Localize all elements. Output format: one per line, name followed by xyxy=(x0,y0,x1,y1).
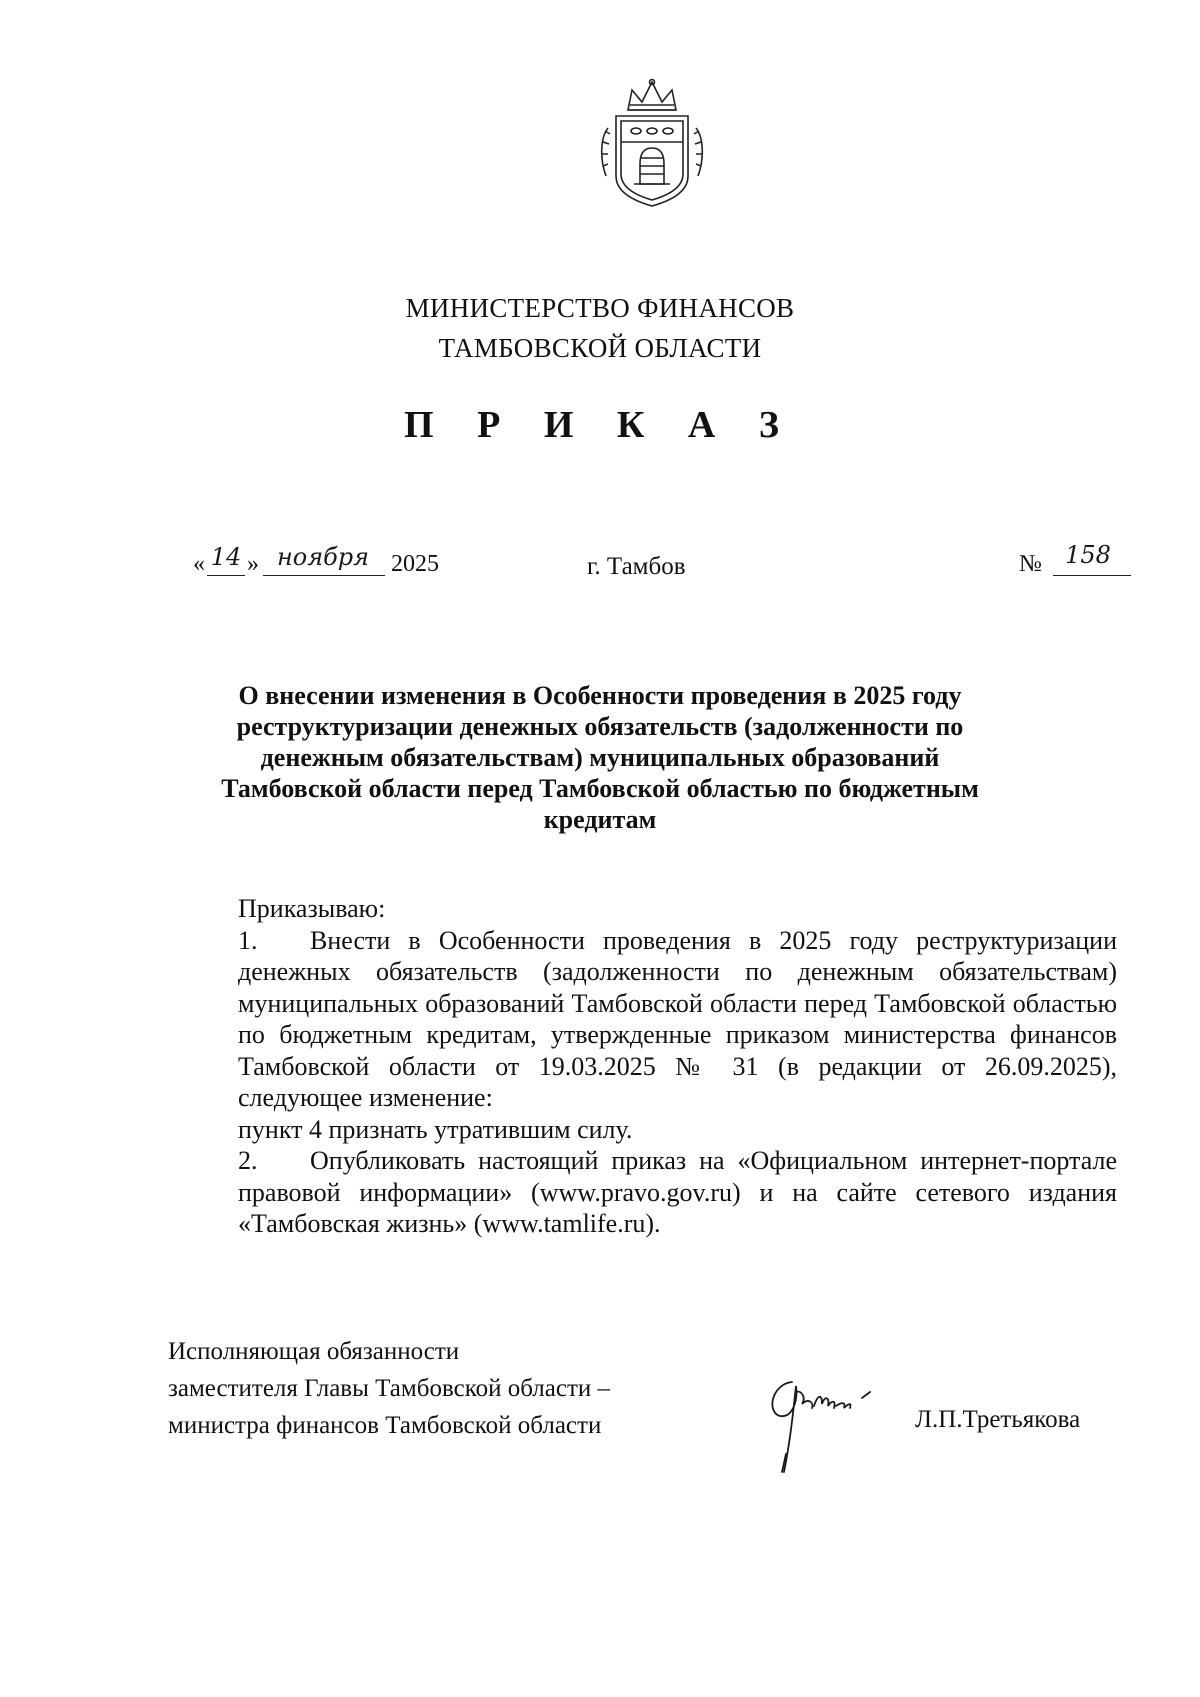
date-month-handwritten: ноября xyxy=(276,543,370,571)
order-number-label: № xyxy=(1019,551,1042,577)
document-title xyxy=(160,680,1040,835)
item-number: 2. xyxy=(238,1146,258,1175)
order-body xyxy=(168,893,1117,1240)
title-line: денежным обязательствам) муниципальных образований xyxy=(260,743,940,772)
date-day-handwritten: 14 xyxy=(210,543,242,571)
title-line: реструктуризации денежных обязательств (задолженности по xyxy=(236,712,964,741)
item-number: 1. xyxy=(238,925,258,955)
date-place-number-line xyxy=(187,541,1111,587)
title-line: кредитам xyxy=(543,805,657,834)
title-line: О внесении изменения в Особенности проведения в 2025 году xyxy=(238,681,962,710)
position-line: заместителя Главы Тамбовской области – xyxy=(168,1375,611,1402)
position-line: Исполняющая обязанности xyxy=(168,1338,460,1365)
date-year: 2025 xyxy=(391,551,439,577)
signatory-position xyxy=(168,1333,610,1444)
city-name: г. Тамбов xyxy=(587,553,686,580)
signer-name: Л.П.Третьякова xyxy=(915,1406,1081,1433)
order-item-1 xyxy=(168,925,1117,1114)
date-quote-close: » xyxy=(247,551,259,577)
order-number-underline xyxy=(1053,575,1131,576)
document-type-heading: П Р И К А З xyxy=(404,404,796,446)
ministry-name xyxy=(300,288,900,368)
date-day-underline xyxy=(207,575,245,576)
coat-of-arms-emblem xyxy=(598,76,706,212)
order-item-1-sub: пункт 4 признать утратившим силу. xyxy=(238,1114,633,1144)
order-intro: Приказываю: xyxy=(238,894,386,923)
item-text: Внести в Особенности проведения в 2025 году реструктуризации денежных обязательств (задолженности по денежным обязательствам) муниципальных образований Тамбовской области перед Тамбовской областью по бюджетным кредитам, утвержденные приказом министерства финансов Тамбовской области от 19.03.2025 № 31 (в редакции от 26.09.2025), следующее изменение: xyxy=(238,925,1117,1112)
title-line: Тамбовской области перед Тамбовской областью по бюджетным xyxy=(221,774,979,803)
position-line: министра финансов Тамбовской области xyxy=(168,1412,602,1439)
item-text: Опубликовать настоящий приказ на «Официальном интернет-портале правовой информации» (www.pravo.gov.ru) и на сайте сетевого издания «Тамбовская жизнь» (www.tamlife.ru). xyxy=(238,1146,1117,1238)
ministry-name-line1: МИНИСТЕРСТВО ФИНАНСОВ xyxy=(405,293,795,323)
handwritten-signature xyxy=(762,1372,882,1482)
date-quote-open: « xyxy=(193,551,205,577)
order-number-handwritten: 158 xyxy=(1065,541,1111,569)
date-month-underline xyxy=(263,575,385,576)
order-item-2 xyxy=(168,1145,1117,1240)
ministry-name-line2: ТАМБОВСКОЙ ОБЛАСТИ xyxy=(438,333,762,363)
